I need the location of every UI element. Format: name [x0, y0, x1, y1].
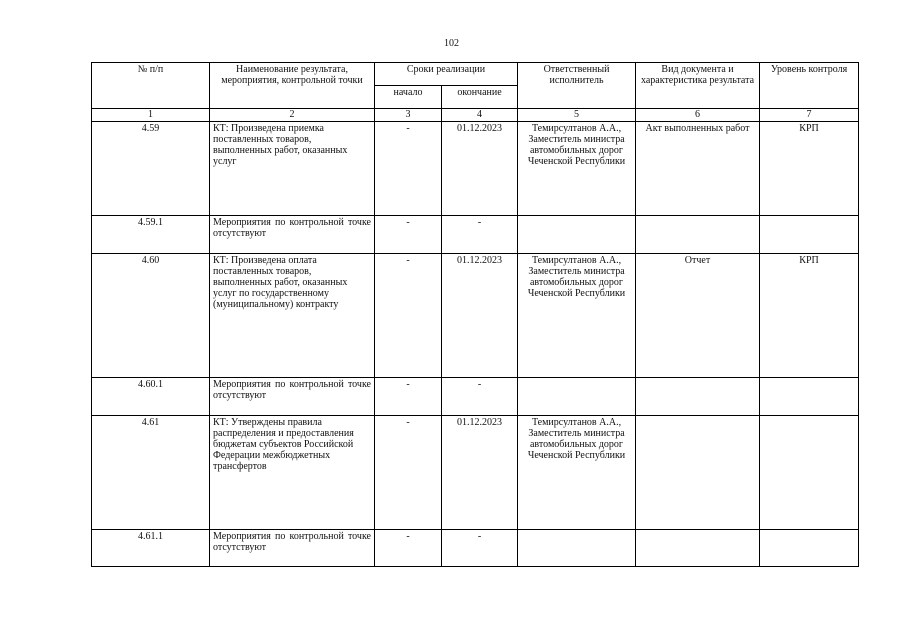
- header-doc-type: Вид документа и характеристика результата: [636, 63, 760, 109]
- row-control: [760, 416, 859, 530]
- row-number: 4.61: [92, 416, 210, 530]
- table-row: [92, 530, 859, 567]
- column-number: 1: [92, 109, 210, 122]
- row-doc-type: Отчет: [636, 254, 760, 378]
- row-doc-type: Акт выполненных работ: [636, 122, 760, 216]
- row-start: -: [375, 378, 442, 416]
- row-end: -: [442, 378, 518, 416]
- row-doc-type: [636, 530, 760, 567]
- row-name: КТ: Произведена приемка поставленных товаров, выполненных работ, оказанных услуг: [210, 122, 375, 216]
- row-name: КТ: Произведена оплата поставленных товаров, выполненных работ, оказанных услуг по государственному (муниципальному) контракту: [210, 254, 375, 378]
- column-number-row: [92, 109, 859, 122]
- column-number: 4: [442, 109, 518, 122]
- row-number: 4.59.1: [92, 216, 210, 254]
- page-number: 102: [444, 38, 459, 49]
- row-end: 01.12.2023: [442, 254, 518, 378]
- row-number: 4.61.1: [92, 530, 210, 567]
- row-doc-type: [636, 216, 760, 254]
- row-end: 01.12.2023: [442, 122, 518, 216]
- row-end: -: [442, 216, 518, 254]
- header-end: окончание: [442, 86, 518, 109]
- row-number: 4.60.1: [92, 378, 210, 416]
- row-end: 01.12.2023: [442, 416, 518, 530]
- row-start: -: [375, 254, 442, 378]
- row-start: -: [375, 530, 442, 567]
- row-name: Мероприятия по контрольной точке отсутствуют: [210, 216, 375, 254]
- header-num: № п/п: [92, 63, 210, 109]
- row-name: Мероприятия по контрольной точке отсутствуют: [210, 530, 375, 567]
- row-control: [760, 378, 859, 416]
- column-number: 5: [518, 109, 636, 122]
- row-start: -: [375, 416, 442, 530]
- row-control: КРП: [760, 254, 859, 378]
- column-number: 3: [375, 109, 442, 122]
- row-control: [760, 530, 859, 567]
- row-control: КРП: [760, 122, 859, 216]
- header-name: Наименование результата, мероприятия, контрольной точки: [210, 63, 375, 109]
- row-start: -: [375, 122, 442, 216]
- row-executor: Темирсултанов А.А., Заместитель министра автомобильных дорог Чеченской Республики: [518, 416, 636, 530]
- header-executor: Ответственный исполнитель: [518, 63, 636, 109]
- column-number: 2: [210, 109, 375, 122]
- row-end: -: [442, 530, 518, 567]
- table-row: [92, 216, 859, 254]
- column-number: 7: [760, 109, 859, 122]
- row-executor: [518, 216, 636, 254]
- row-doc-type: [636, 416, 760, 530]
- row-name: Мероприятия по контрольной точке отсутствуют: [210, 378, 375, 416]
- row-executor: Темирсултанов А.А., Заместитель министра автомобильных дорог Чеченской Республики: [518, 122, 636, 216]
- row-executor: [518, 378, 636, 416]
- header-terms: Сроки реализации: [375, 63, 518, 86]
- row-number: 4.59: [92, 122, 210, 216]
- row-executor: Темирсултанов А.А., Заместитель министра автомобильных дорог Чеченской Республики: [518, 254, 636, 378]
- header-start: начало: [375, 86, 442, 109]
- table-row: [92, 254, 859, 378]
- row-start: -: [375, 216, 442, 254]
- row-doc-type: [636, 378, 760, 416]
- header-control: Уровень контроля: [760, 63, 859, 109]
- table-row: [92, 122, 859, 216]
- column-number: 6: [636, 109, 760, 122]
- header-row: [92, 63, 859, 86]
- results-table: [91, 62, 859, 567]
- table-row: [92, 378, 859, 416]
- row-number: 4.60: [92, 254, 210, 378]
- table-row: [92, 416, 859, 530]
- row-control: [760, 216, 859, 254]
- row-name: КТ: Утверждены правила распределения и предоставления бюджетам субъектов Российской Федерации межбюджетных трансфертов: [210, 416, 375, 530]
- row-executor: [518, 530, 636, 567]
